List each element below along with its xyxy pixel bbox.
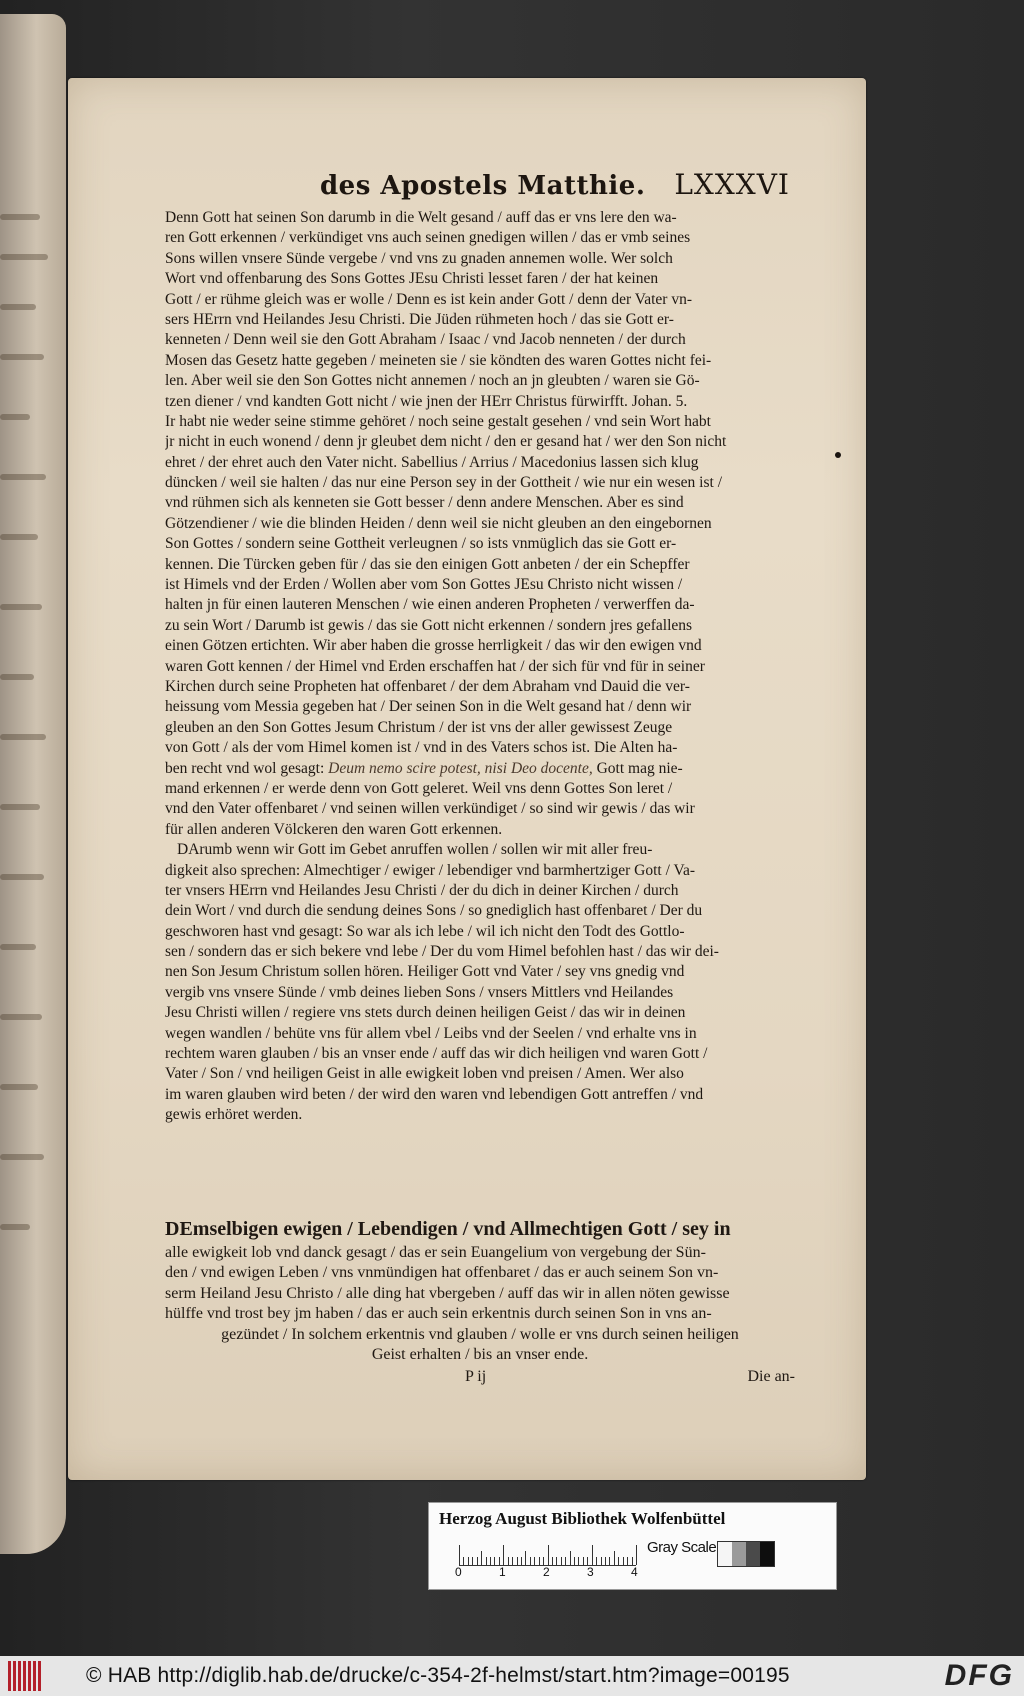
ruler-tick xyxy=(525,1551,526,1565)
footer-bar xyxy=(0,1656,1024,1696)
text-line: Sons willen vnsere Sünde vergebe / vnd vns zu gnaden annemen wolle. Wer solch xyxy=(165,249,673,267)
gray-swatch xyxy=(746,1542,760,1566)
ruler-tick xyxy=(636,1545,637,1565)
ruler-label: 0 xyxy=(455,1565,462,1579)
text-line: Götzendiener / wie die blinden Heiden / denn weil sie nicht gleuben an den eingebornen xyxy=(165,514,712,532)
text-line: jr nicht in euch wonend / denn jr gleubet dem nicht / den er gesand hat / wer den Son nicht xyxy=(165,433,727,451)
text-line: Kirchen durch seine Propheten hat offenbaret / der dem Abraham vnd Dauid die ver- xyxy=(165,677,690,695)
ruler-tick xyxy=(486,1557,487,1565)
text-line: geschworen hast vnd gesagt: So war als ich lebe / wil ich nicht den Todt des Gottlo- xyxy=(165,922,685,940)
book-page xyxy=(68,78,866,1480)
ruler-tick xyxy=(481,1551,482,1565)
ruler-tick xyxy=(543,1557,544,1565)
text-line: Jesu Christi willen / regiere vns stets durch deinen heiligen Geist / das wir in deinen xyxy=(165,1004,686,1022)
ruler-tick xyxy=(565,1557,566,1565)
gray-swatches xyxy=(717,1541,775,1567)
text-line: sen / sondern das er sich bekere vnd lebe / Der du vom Himel befohlen hast / das wir dei- xyxy=(165,943,719,961)
ruler-tick xyxy=(508,1557,509,1565)
ruler-tick xyxy=(521,1557,522,1565)
text-line: Son Gottes / sondern seine Gottheit verleugnen / so ists vnmüglich das sie Gott er- xyxy=(165,535,677,553)
barcode-icon xyxy=(8,1661,48,1691)
ruler-tick xyxy=(499,1557,500,1565)
text-line: gleuben an den Son Gottes Jesum Christum / der ist vns der aller gewissest Zeuge xyxy=(165,718,673,736)
text-line: vnd den Vater offenbaret / vnd seinen willen verkündiget / so sind wir gewis / das wir xyxy=(165,800,695,818)
gray-swatch xyxy=(718,1542,732,1566)
text-line: heissung vom Messia gegeben hat / Der seinen Son in die Welt gesand hat / denn wir xyxy=(165,698,692,716)
ruler-tick xyxy=(618,1557,619,1565)
text-line: DEmselbigen ewigen / Lebendigen / vnd Allmechtigen Gott / sey in xyxy=(165,1218,731,1240)
ruler-tick xyxy=(605,1557,606,1565)
card-title: Herzog August Bibliothek Wolfenbüttel xyxy=(439,1509,726,1528)
ruler-tick xyxy=(574,1557,575,1565)
gray-swatch xyxy=(760,1542,774,1566)
ruler-label: 4 xyxy=(631,1565,638,1579)
ink-spot xyxy=(835,452,841,458)
ruler-tick xyxy=(468,1557,469,1565)
ruler-tick xyxy=(583,1557,584,1565)
color-calibration-card xyxy=(428,1502,837,1590)
ruler-tick xyxy=(530,1557,531,1565)
text-line: halten jn für einen lauteren Menschen / wie einen anderen Propheten / verwerffen da- xyxy=(165,596,695,614)
ruler-tick xyxy=(627,1557,628,1565)
text-line: Wort vnd offenbarung des Sons Gottes JEsu Christi lesset faren / der hat keinen xyxy=(165,270,659,288)
ruler-tick xyxy=(463,1557,464,1565)
text-line: Denn Gott hat seinen Son darumb in die Welt gesand / auff das er vns lere den wa- xyxy=(165,209,677,226)
text-line: zu sein Wort / Darumb ist gewis / das sie Gott nicht erkennen / sondern jres gefallens xyxy=(165,616,693,634)
ruler-tick xyxy=(578,1557,579,1565)
ruler-tick xyxy=(614,1551,615,1565)
ruler-tick xyxy=(623,1557,624,1565)
catchword: Die an- xyxy=(747,1368,795,1385)
text-line: wegen wandlen / behüte vns für allem vbel / Leibs vnd der Seelen / vnd erhalte vns in xyxy=(165,1024,697,1042)
text-line: ben recht vnd wol gesagt: Deum nemo scire potest, nisi Deo docente, Gott mag nie- xyxy=(165,759,683,777)
ruler-tick xyxy=(459,1545,460,1565)
ruler-tick xyxy=(512,1557,513,1565)
ruler-label: 1 xyxy=(499,1565,506,1579)
text-line: Gott / er rühme gleich was er wolle / Denn es ist kein ander Gott / denn der Vater vn- xyxy=(165,290,692,308)
ruler-tick xyxy=(632,1557,633,1565)
gray-swatch xyxy=(732,1542,746,1566)
text-line: von Gott / als der vom Himel komen ist / vnd in des Vaters schos ist. Die Alten ha- xyxy=(165,739,678,757)
ruler-tick xyxy=(517,1557,518,1565)
text-fragment: Gott mag nie- xyxy=(592,759,683,777)
text-line: kenneten / Denn weil sie den Gott Abraham / Isaac / vnd Jacob nenneten / der durch xyxy=(165,331,686,349)
ruler-tick xyxy=(494,1557,495,1565)
text-line: dein Wort / vnd durch die sendung deines Sons / so gnediglich hast offenbaret / Der du xyxy=(165,902,703,920)
folio-number: LXXXVI xyxy=(674,168,790,201)
text-line: ist Himels vnd der Erden / Wollen aber vom Son Gottes JEsu Christo nicht wissen / xyxy=(165,576,683,594)
ruler-tick xyxy=(587,1557,588,1565)
signature-mark: P ij xyxy=(465,1368,487,1385)
closing-paragraph xyxy=(165,1216,795,1364)
text-line: ehret / der ehret auch den Vater nicht. Sabellius / Arrius / Macedonius lassen sich klug xyxy=(165,453,699,471)
ruler-tick xyxy=(490,1557,491,1565)
text-line: im waren glauben wird beten / der wird den waren vnd lebendigen Gott antreffen / vnd xyxy=(165,1085,704,1103)
text-line: nen Son Jesum Christum sollen hören. Heiliger Gott vnd Vater / sey vns gnedig vnd xyxy=(165,963,685,981)
ruler-tick xyxy=(477,1557,478,1565)
ruler-tick xyxy=(534,1557,535,1565)
text-line: Geist erhalten / bis an vnser ende. xyxy=(371,1345,589,1363)
ruler-tick xyxy=(570,1551,571,1565)
text-line: düncken / weil sie halten / das nur eine Person sey in der Gottheit / wie nur ein wesen ist / xyxy=(165,474,723,492)
ruler-tick xyxy=(609,1557,610,1565)
ruler-scale xyxy=(459,1541,636,1566)
ruler-tick xyxy=(472,1557,473,1565)
text-line: len. Aber weil sie den Son Gottes nicht annemen / noch an jn gleubten / waren sie Gö- xyxy=(165,372,700,390)
text-line: gewis erhöret werden. xyxy=(165,1106,303,1124)
latin-quotation: Deum nemo scire potest, nisi Deo docente, xyxy=(324,759,593,777)
text-line: tzen diener / vnd kandten Gott nicht / wie jnen der HErr Christus fürwirfft. Johan. 5. xyxy=(165,392,688,410)
text-line: digkeit also sprechen: Almechtiger / ewiger / lebendiger vnd barmhertziger Gott / Va- xyxy=(165,861,695,879)
text-line: mand erkennen / er werde denn von Gott geleret. Weil vns denn Gottes Son leret / xyxy=(165,779,673,797)
text-line: waren Gott kennen / der Himel vnd Erden erschaffen hat / der sich für vnd für in seiner xyxy=(165,657,705,675)
text-line: ren Gott erkennen / verkündiget vns auch seinen gnedigen willen / das er vmb seines xyxy=(165,229,691,247)
page-header xyxy=(320,168,790,208)
source-url[interactable]: © HAB http://diglib.hab.de/drucke/c-354-2f-helmst/start.htm?image=00195 xyxy=(86,1664,790,1687)
text-line: vergib vns vnsere Sünde / vmb deines lieben Sons / vnsers Mittlers vnd Heilandes xyxy=(165,983,674,1001)
ruler-tick xyxy=(548,1545,549,1565)
text-line: den / vnd ewigen Leben / vns vnmündigen hat offenbaret / das er auch seinem Son vn- xyxy=(165,1264,719,1282)
dfg-logo: DFG xyxy=(944,1659,1014,1692)
text-line: hülffe vnd trost bey jm haben / das er auch sein erkentnis durch seinen Son in vns an- xyxy=(165,1305,712,1323)
running-head: des Apostels Matthie. xyxy=(320,171,646,201)
text-line: rechtem waren glauben / bis an vnser ende / auff das wir dich heiligen vnd waren Gott / xyxy=(165,1045,708,1063)
body-text xyxy=(165,208,795,1126)
text-line: kennen. Die Türcken geben für / das sie den einigen Gott anbeten / der ein Schepffer xyxy=(165,555,690,573)
page-foot xyxy=(165,1368,795,1390)
facing-page-edge xyxy=(0,14,66,1554)
ruler-tick xyxy=(556,1557,557,1565)
ruler-tick xyxy=(592,1545,593,1565)
text-line: alle ewigkeit lob vnd danck gesagt / das er sein Euangelium von vergebung der Sün- xyxy=(165,1244,706,1261)
text-line: Ir habt nie weder seine stimme gehöret / noch seine gestalt gesehen / vnd sein Wort habt xyxy=(165,412,711,430)
text-line: vnd rühmen sich als kenneten sie Gott besser / denn andere Menschen. Aber es sind xyxy=(165,494,684,512)
text-line: sers HErrn vnd Heilandes Jesu Christi. Die Jüden rühmeten hoch / das sie Gott er- xyxy=(165,310,674,328)
ruler-tick xyxy=(503,1545,504,1565)
text-line: Mosen das Gesetz hatte gegeben / meineten sie / sie köndten des waren Gottes nicht fei- xyxy=(165,351,712,369)
text-line: für allen anderen Völckeren den waren Gott erkennen. xyxy=(165,820,503,838)
text-line: DArumb wenn wir Gott im Gebet anruffen wollen / sollen wir mit aller freu- xyxy=(177,841,653,859)
text-line: Vater / Son / vnd heiligen Geist in alle ewigkeit loben vnd preisen / Amen. Wer also xyxy=(165,1065,684,1083)
ruler-label: 3 xyxy=(587,1565,594,1579)
ruler-label: 2 xyxy=(543,1565,550,1579)
ruler-tick xyxy=(596,1557,597,1565)
ruler-tick xyxy=(539,1557,540,1565)
gray-scale-label: Gray Scale xyxy=(647,1539,717,1556)
ruler-tick xyxy=(601,1557,602,1565)
text-line: serm Heiland Jesu Christo / alle ding hat vbergeben / auff das wir in allen nöten gewisse xyxy=(165,1284,730,1302)
ruler-tick xyxy=(561,1557,562,1565)
text-line: ter vnsers HErrn vnd Heilandes Jesu Christi / der du dich in deiner Kirchen / durch xyxy=(165,881,679,899)
ruler-tick xyxy=(552,1557,553,1565)
text-line: gezündet / In solchem erkentnis vnd glauben / wolle er vns durch seinen heiligen xyxy=(221,1325,739,1343)
text-line: einen Götzen ertichten. Wir aber haben die grosse herrligkeit / das wir den ewigen vnd xyxy=(165,637,702,655)
